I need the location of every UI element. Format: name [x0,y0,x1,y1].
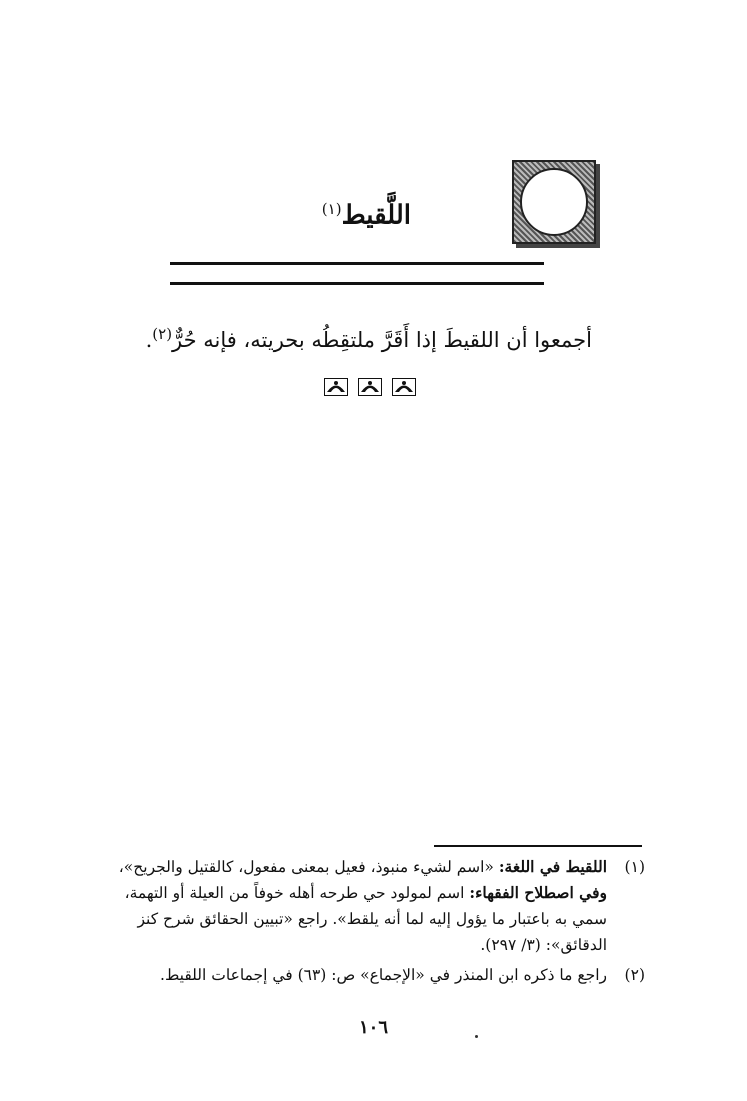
page-number: ١٠٦ [358,1017,388,1038]
ornament-icon [324,378,348,396]
footnote-1-term-lang: اللقيط في اللغة: [498,857,607,876]
main-footnote-ref: (٢) [152,325,173,343]
footnote-1-text-fiqh: اسم لمولود حي طرحه أهله خوفاً من العيلة أو التهمة، سمي به باعتبار ما يؤول إليه لما أنه يلقط». راجع «تبيين الحقائق شرح كنز الدقائق»: (٣/ ٢٩٧). [124,884,607,954]
ornament-icon [358,378,382,396]
main-text: أجمعوا أن اللقيطَ إذا أَقَرَّ ملتقِطُه بحريته، فإنه حُرٌّ [172,328,592,352]
emblem-circle [520,168,588,236]
footnote-1 [100,854,645,958]
footnote-2-number: (٢) [624,966,645,984]
chapter-footnote-ref: (١) [321,200,342,218]
main-end-punct: . [145,328,153,352]
footnote-separator [434,845,642,847]
ornament-icon [392,378,416,396]
stray-dot [475,1035,478,1038]
title-rule-top [170,262,544,265]
footnote-1-term-fiqh: وفي اصطلاح الفقهاء: [469,883,607,902]
footnote-2-text: راجع ما ذكره ابن المنذر في «الإجماع» ص: (٦٣) في إجماعات اللقيط. [160,966,607,984]
footnote-1-number: (١) [624,858,645,876]
title-rule-bottom [170,282,544,285]
footnote-2 [100,962,645,988]
chapter-title-text: اللَّقيط [341,200,411,231]
chapter-emblem-icon [512,160,596,244]
footnotes [100,854,645,988]
chapter-title [322,200,411,231]
ornament-separator [324,378,416,398]
footnote-1-text-lang: «اسم لشيء منبوذ، فعيل بمعنى مفعول، كالقتيل والجريح»، [118,858,499,876]
main-paragraph [146,325,592,352]
